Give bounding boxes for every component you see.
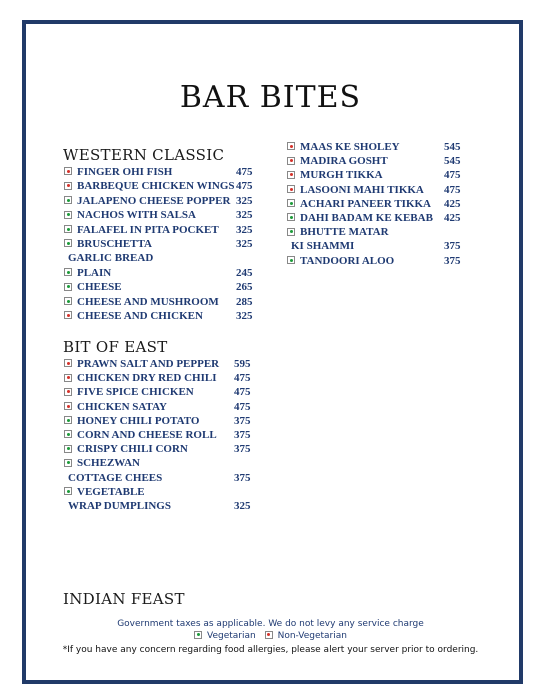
- menu-item: [64, 224, 219, 237]
- menu-item-name: NACHOS WITH SALSA: [77, 209, 196, 222]
- menu-item-price: 595: [234, 358, 251, 370]
- veg-indicator-icon: [64, 445, 72, 453]
- menu-item: [287, 155, 388, 168]
- menu-item: [64, 238, 152, 251]
- section-title-east: BIT OF EAST: [63, 338, 168, 356]
- nonveg-indicator-icon: [64, 374, 72, 382]
- menu-item-name: MURGH TIKKA: [300, 169, 383, 182]
- veg-indicator-icon: [287, 199, 295, 207]
- section-title-indian: INDIAN FEAST: [63, 590, 185, 608]
- menu-item-price: 325: [234, 500, 251, 512]
- veg-indicator-icon: [64, 459, 72, 467]
- nonveg-indicator-icon: [64, 402, 72, 410]
- menu-item-name: COTTAGE CHEES: [68, 471, 163, 484]
- menu-item: [64, 415, 199, 428]
- menu-item-name: CHICKEN SATAY: [77, 400, 167, 413]
- nonveg-indicator-icon: [64, 182, 72, 190]
- menu-item-price: 325: [236, 223, 253, 236]
- veg-indicator-icon: [64, 430, 72, 438]
- veg-indicator-icon: [64, 487, 72, 495]
- veg-indicator-icon: [64, 196, 72, 204]
- menu-item: [64, 252, 153, 265]
- menu-item-name: CORN AND CHEESE ROLL: [77, 429, 217, 441]
- menu-item: [64, 500, 171, 513]
- menu-item: [64, 372, 216, 385]
- veg-indicator-icon: [287, 256, 295, 264]
- menu-item-name: PLAIN: [77, 266, 112, 279]
- menu-item: [64, 429, 217, 442]
- menu-item: [64, 472, 162, 485]
- menu-item-name: HONEY CHILI POTATO: [77, 414, 200, 427]
- menu-item-price: 475: [444, 183, 461, 196]
- nonveg-legend-label: Non-Vegetarian: [277, 631, 347, 641]
- menu-item-name: BARBEQUE CHICKEN WINGS: [77, 180, 235, 193]
- menu-item-name: FINGER OHI FISH: [77, 166, 173, 178]
- menu-item-price: 325: [236, 209, 253, 222]
- nonveg-indicator-icon: [64, 359, 72, 367]
- menu-item: [287, 184, 424, 197]
- menu-item-price: 375: [234, 414, 251, 427]
- menu-item-price: 325: [236, 238, 253, 250]
- nonveg-indicator-icon: [64, 311, 72, 319]
- menu-item: [287, 212, 433, 225]
- menu-item-price: 375: [234, 429, 251, 441]
- menu-item-price: 245: [236, 266, 253, 279]
- menu-item-name: CHICKEN DRY RED CHILI: [77, 372, 217, 385]
- menu-item-name: JALAPENO CHEESE POPPER: [77, 194, 231, 207]
- menu-item-name: BRUSCHETTA: [77, 238, 152, 250]
- menu-item: [64, 457, 140, 470]
- menu-item-name: FIVE SPICE CHICKEN: [77, 386, 194, 399]
- menu-item-name: ACHARI PANEER TIKKA: [300, 197, 431, 210]
- menu-item: [64, 443, 188, 456]
- veg-indicator-icon: [64, 416, 72, 424]
- menu-item-price: 375: [234, 443, 251, 456]
- menu-item-price: 475: [234, 386, 251, 399]
- menu-item: [64, 386, 194, 399]
- nonveg-indicator-icon: [287, 185, 295, 193]
- menu-item: [64, 195, 230, 208]
- menu-item-name: FALAFEL IN PITA POCKET: [77, 223, 219, 236]
- legend: [0, 631, 541, 641]
- nonveg-indicator-icon: [287, 142, 295, 150]
- allergy-note: *If you have any concern regarding food allergies, please alert your server prior to ordering.: [62, 645, 479, 655]
- menu-item-price: 375: [444, 240, 461, 253]
- menu-item: [64, 166, 172, 179]
- menu-item-name: CHEESE AND MUSHROOM: [77, 295, 219, 308]
- menu-item: [64, 180, 235, 193]
- veg-indicator-icon: [64, 239, 72, 247]
- veg-legend-label: Vegetarian: [207, 631, 256, 641]
- menu-item-price: 475: [236, 180, 253, 193]
- menu-item-name: BHUTTE MATAR: [300, 226, 389, 239]
- menu-item: [64, 486, 145, 499]
- menu-item-price: 475: [236, 166, 253, 178]
- nonveg-indicator-icon: [64, 167, 72, 175]
- menu-item: [287, 169, 383, 182]
- menu-item: [287, 198, 431, 211]
- menu-item-price: 325: [236, 310, 253, 322]
- menu-item: [287, 141, 400, 154]
- menu-item: [64, 281, 122, 294]
- menu-item: [64, 401, 167, 414]
- menu-item-price: 425: [444, 212, 461, 224]
- veg-indicator-icon: [64, 297, 72, 305]
- menu-item-name: MADIRA GOSHT: [300, 155, 388, 168]
- veg-indicator-icon: [287, 213, 295, 221]
- menu-item: [64, 209, 196, 222]
- veg-indicator-icon: [64, 211, 72, 219]
- menu-item-name: SCHEZWAN: [77, 457, 140, 470]
- menu-item: [287, 240, 354, 253]
- menu-item-price: 475: [234, 372, 251, 385]
- menu-item-name: TANDOORI ALOO: [300, 254, 395, 267]
- veg-indicator-icon: [64, 225, 72, 233]
- menu-item-name: DAHI BADAM KE KEBAB: [300, 212, 433, 224]
- menu-item-name: VEGETABLE: [77, 485, 145, 498]
- menu-item: [64, 267, 111, 280]
- menu-item-name: PRAWN SALT AND PEPPER: [77, 358, 220, 370]
- menu-item: [64, 296, 219, 309]
- menu-item-name: LASOONI MAHI TIKKA: [300, 183, 424, 196]
- menu-item: [287, 226, 389, 239]
- menu-item: [64, 310, 203, 323]
- nonveg-indicator-icon: [287, 157, 295, 165]
- menu-item-name: CHEESE: [77, 281, 122, 294]
- menu-item-price: 375: [444, 254, 461, 267]
- nonveg-indicator-icon: [265, 631, 273, 639]
- section-title-western: WESTERN CLASSIC: [63, 146, 225, 164]
- menu-item-price: 475: [234, 400, 251, 413]
- menu-item-price: 375: [234, 471, 251, 484]
- menu-item-price: 265: [236, 281, 253, 294]
- veg-indicator-icon: [64, 268, 72, 276]
- menu-item-price: 285: [236, 295, 253, 308]
- menu-item-price: 325: [236, 194, 253, 207]
- nonveg-indicator-icon: [64, 388, 72, 396]
- menu-item-name: WRAP DUMPLINGS: [68, 500, 171, 512]
- menu-item-price: 545: [444, 155, 461, 168]
- menu-item-price: 425: [444, 197, 461, 210]
- veg-indicator-icon: [64, 283, 72, 291]
- nonveg-indicator-icon: [287, 171, 295, 179]
- veg-indicator-icon: [287, 228, 295, 236]
- page-title: BAR BITES: [179, 80, 362, 115]
- menu-item-price: 475: [444, 169, 461, 182]
- menu-item-name: CRISPY CHILI CORN: [77, 443, 188, 456]
- tax-note: Government taxes as applicable. We do not levy any service charge: [117, 619, 424, 629]
- menu-item-name: MAAS KE SHOLEY: [300, 141, 400, 153]
- veg-indicator-icon: [194, 631, 202, 639]
- menu-item-name: GARLIC BREAD: [68, 252, 154, 265]
- menu-item: [287, 255, 394, 268]
- menu-item-price: 545: [444, 141, 461, 153]
- menu-item-name: CHEESE AND CHICKEN: [77, 310, 203, 322]
- menu-item-name: KI SHAMMI: [291, 240, 355, 253]
- menu-item: [64, 358, 219, 371]
